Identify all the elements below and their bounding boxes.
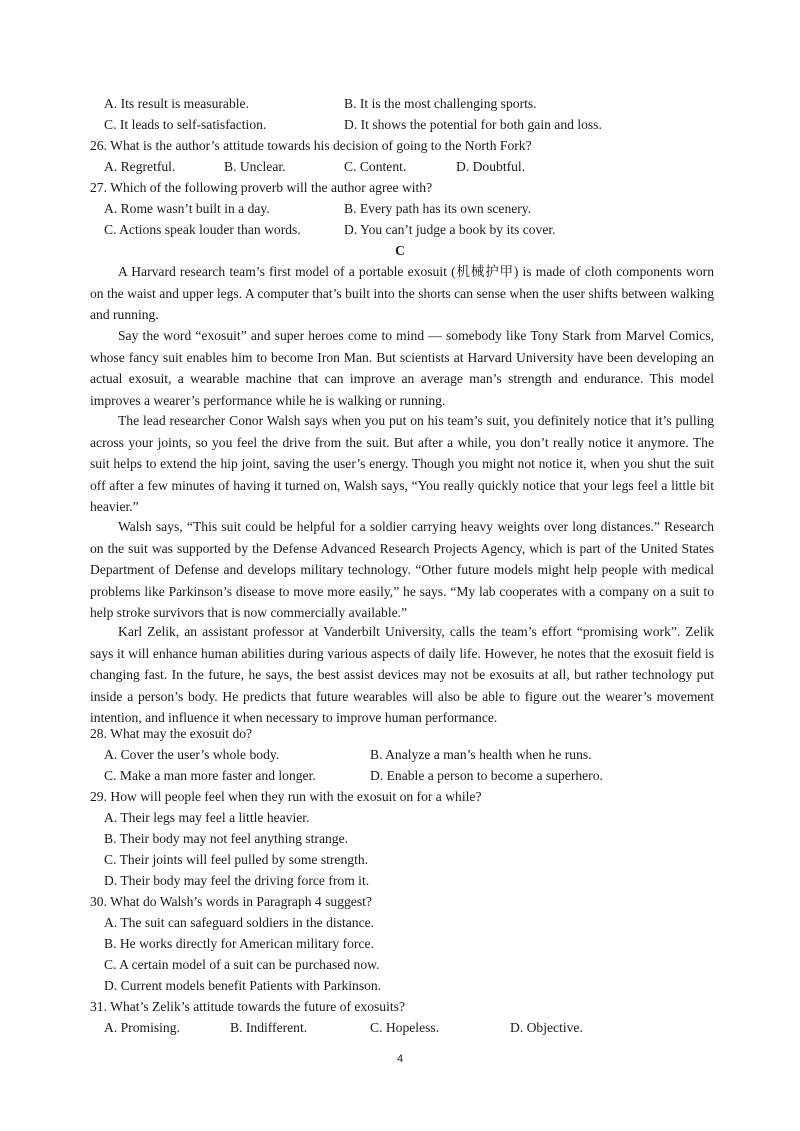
q28-stem: 28. What may the exosuit do?: [90, 726, 253, 741]
q26-option-c: C. Content.: [344, 159, 407, 174]
q31-stem: 31. What’s Zelik’s attitude towards the future of exosuits?: [90, 999, 405, 1014]
q31-option-d: D. Objective.: [510, 1020, 583, 1035]
q30-option-c: C. A certain model of a suit can be purchased now.: [104, 957, 380, 972]
q29-option-a: A. Their legs may feel a little heavier.: [104, 810, 310, 825]
q25-option-c: C. It leads to self-satisfaction.: [104, 117, 267, 132]
q30-option-a: A. The suit can safeguard soldiers in the distance.: [104, 915, 375, 930]
q25-option-d: D. It shows the potential for both gain and loss.: [344, 117, 602, 132]
q28-option-b: B. Analyze a man’s health when he runs.: [370, 747, 592, 762]
page-number: 4: [396, 1053, 404, 1065]
q27-option-d: D. You can’t judge a book by its cover.: [344, 222, 556, 237]
q31-option-b: B. Indifferent.: [230, 1020, 308, 1035]
q27-option-a: A. Rome wasn’t built in a day.: [104, 201, 270, 216]
q25-option-b: B. It is the most challenging sports.: [344, 96, 537, 111]
q26-option-a: A. Regretful.: [104, 159, 176, 174]
q30-option-b: B. He works directly for American military force.: [104, 936, 374, 951]
q26-option-b: B. Unclear.: [224, 159, 286, 174]
q31-option-c: C. Hopeless.: [370, 1020, 440, 1035]
q28-option-d: D. Enable a person to become a superhero.: [370, 768, 603, 783]
section-heading: C: [395, 243, 405, 258]
passage-paragraph-4: Walsh says, “This suit could be helpful for a soldier carrying heavy weights over long distances.” Research on the suit was supported by the Defense Advanced Research Projects Agency, which is part of the United States Department of Defense and develops military technology. “Other future models might help people with medical problems like Parkinson’s disease to move more easily,” he says. “My lab cooperates with a company on a suit to help stroke survivors that is now commercially available.”: [90, 519, 714, 620]
q31-option-a: A. Promising.: [104, 1020, 180, 1035]
q28-option-a: A. Cover the user’s whole body.: [104, 747, 280, 762]
q25-option-a: A. Its result is measurable.: [104, 96, 249, 111]
q29-stem: 29. How will people feel when they run with the exosuit on for a while?: [90, 789, 482, 804]
q27-option-b: B. Every path has its own scenery.: [344, 201, 532, 216]
q30-option-d: D. Current models benefit Patients with Parkinson.: [104, 978, 382, 993]
passage-paragraph-1: A Harvard research team’s first model of a portable exosuit (机械护甲) is made of cloth components worn on the waist and upper legs. A computer that’s built into the shorts can sense when the user shifts between walking and running.: [90, 264, 714, 322]
q29-option-c: C. Their joints will feel pulled by some strength.: [104, 852, 369, 867]
q29-option-b: B. Their body may not feel anything strange.: [104, 831, 349, 846]
passage-paragraph-3: The lead researcher Conor Walsh says when you put on his team’s suit, you definitely notice that it’s pulling across your joints, so you feel the drive from the suit. But after a while, you don’t really notice it anymore. The suit helps to extend the hip joint, saving the user’s energy. Though you might not notice it, when you shut the suit off after a few minutes of having it turned on, Walsh says, “You really quickly notice that your legs feel a little bit heavier.”: [90, 413, 714, 514]
q28-option-c: C. Make a man more faster and longer.: [104, 768, 316, 783]
q26-option-d: D. Doubtful.: [456, 159, 526, 174]
q30-stem: 30. What do Walsh’s words in Paragraph 4 suggest?: [90, 894, 372, 909]
passage-paragraph-5: Karl Zelik, an assistant professor at Vanderbilt University, calls the team’s effort “promising work”. Zelik says it will enhance human abilities during various aspects of daily life. However, he notes that the exosuit field is changing fast. In the future, he says, the best assist devices may not be exosuits at all, but rather technology put inside a person’s body. He predicts that future wearables will also be able to figure out the wearer’s movement intention, and influence it when necessary to improve human performance.: [90, 624, 714, 725]
q29-option-d: D. Their body may feel the driving force from it.: [104, 873, 370, 888]
q27-stem: 27. Which of the following proverb will the author agree with?: [90, 180, 433, 195]
passage-paragraph-2: Say the word “exosuit” and super heroes come to mind — somebody like Tony Stark from Marvel Comics, whose fancy suit enables him to become Iron Man. But scientists at Harvard University have been developing an actual exosuit, a wearable machine that can improve an average man’s strength and endurance. This model improves a wearer’s performance while he is walking or running.: [90, 328, 714, 408]
q26-stem: 26. What is the author’s attitude towards his decision of going to the North Fork?: [90, 138, 532, 153]
q27-option-c: C. Actions speak louder than words.: [104, 222, 301, 237]
